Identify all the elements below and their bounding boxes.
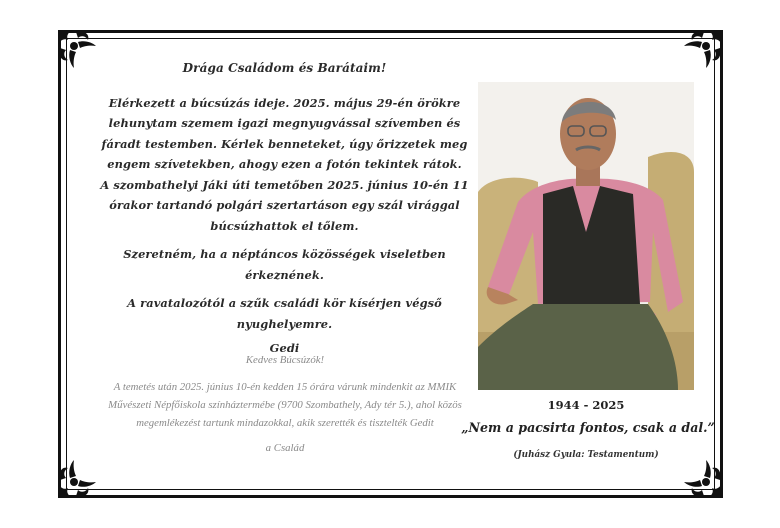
letter-signature: Gedi: [269, 341, 300, 355]
letter-paragraph-1: Elérkezett a búcsúzás ideje. 2025. május 29-én örökre lehunytam szemem igazi megnyugvással szívemben és fáradt testemben. Kérlek benneteket, úgy őrizzetek meg engem szívetekben, ahogy ezen a fotón tekintek rátok.: [101, 95, 468, 171]
invitation-greeting: Kedves Búcsúzók!: [245, 354, 325, 366]
farewell-letter: [92, 58, 477, 359]
corner-ornament-icon: [682, 458, 726, 502]
memorial-quote: „Nem a pacsirta fontos, csak a dal.”: [461, 420, 715, 435]
quote-source: (Juhász Gyula: Testamentum): [513, 450, 659, 460]
life-years: 1944 - 2025: [547, 398, 625, 412]
portrait-photo: [478, 82, 694, 390]
letter-greeting: Drága Családom és Barátaim!: [182, 61, 387, 75]
letter-paragraph-2: A szombathelyi Jáki úti temetőben 2025. június 10-én 11 órakor tartandó polgári szertartáson egy szál virággal búcsúzhattok el tőlem.: [100, 177, 469, 233]
invitation-signature: a Család: [265, 442, 305, 454]
memorial-invitation: [100, 351, 470, 457]
invitation-body: A temetés után 2025. június 10-én kedden 15 órára várunk mindenkit az MMIK Művészeti Népfőiskola színháztermébe (9700 Szombathely, Ady tér 5.), ahol közös megemlékezést tartunk mindazokkal, akik szerették és tisztelték Gedit: [108, 381, 462, 429]
letter-paragraph-3: Szeretném, ha a néptáncos közösségek viseletben érkeznének.: [123, 247, 446, 282]
letter-paragraph-4: A ravatalozótól a szűk családi kör kísérjen végső nyughelyemre.: [127, 296, 442, 331]
corner-ornament-icon: [54, 458, 98, 502]
corner-ornament-icon: [682, 26, 726, 70]
